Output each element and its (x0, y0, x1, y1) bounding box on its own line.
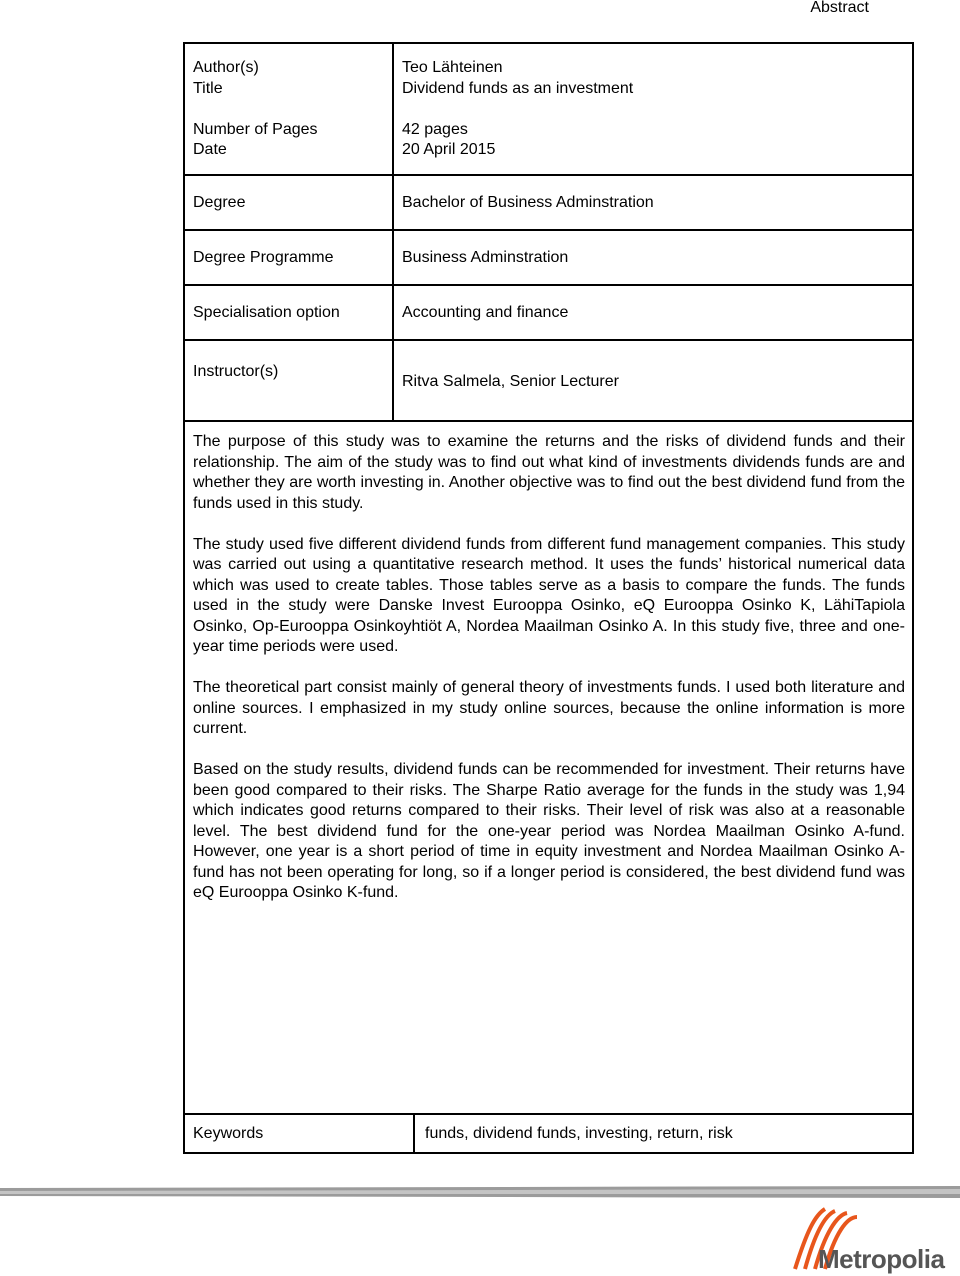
abstract-body (193, 432, 905, 904)
specialisation-label: Specialisation option (193, 304, 340, 321)
programme-value: Business Adminstration (402, 249, 569, 266)
instructor-value: Ritva Salmela, Senior Lecturer (402, 373, 619, 390)
pages-label: Number of Pages (193, 121, 318, 138)
degree-label: Degree (193, 194, 246, 211)
keywords-divider (413, 1113, 415, 1154)
footer-bar (0, 1186, 960, 1198)
author-value: Teo Lähteinen (402, 59, 503, 76)
pages-value: 42 pages (402, 121, 468, 138)
title-label: Title (193, 80, 223, 97)
keywords-label: Keywords (193, 1125, 264, 1142)
degree-value: Bachelor of Business Adminstration (402, 194, 654, 211)
metropolia-logo-text: Metropolia (818, 1244, 945, 1274)
abstract-paragraph: Based on the study results, dividend funds can be recommended for investment. Their returns have been good compared to their risks. The Sharpe Ratio average for the funds in the study was 1,94 which indicates good returns compared to their risks. Their level of risk was also at a reasonable level. The best dividend fund for the one-year period was Nordea Maailman Osinko A-fund. However, one year is a short period of time in equity investment and Nordea Maailman Osinko A-fund has not been operating for long, so if a longer period is considered, the best dividend fund was eQ Eurooppa Osinko K-fund. (193, 761, 905, 901)
title-value: Dividend funds as an investment (402, 80, 634, 97)
row-divider (183, 229, 914, 231)
abstract-paragraph: The purpose of this study was to examine the returns and the risks of dividend funds and their relationship. The aim of the study was to find out what kind of investments dividends funds are and whether they are worth investing in. Another objective was to find out the best dividend fund from the funds used in this study. (193, 433, 905, 512)
programme-label: Degree Programme (193, 249, 334, 266)
specialisation-value: Accounting and finance (402, 304, 569, 321)
instructor-label: Instructor(s) (193, 363, 279, 380)
keywords-value: funds, dividend funds, investing, return, risk (425, 1125, 733, 1142)
date-label: Date (193, 141, 227, 158)
row-divider (183, 420, 914, 422)
row-divider (183, 339, 914, 341)
author-label: Author(s) (193, 59, 259, 76)
date-value: 20 April 2015 (402, 141, 496, 158)
row-divider (183, 1113, 914, 1115)
row-divider (183, 284, 914, 286)
abstract-paragraph: The theoretical part consist mainly of general theory of investments funds. I used both literature and online sources. I emphasized in my study online sources, because the online information is more current. (193, 679, 905, 737)
header-abstract-label: Abstract (810, 0, 869, 16)
abstract-paragraph: The study used five different dividend funds from different fund management companies. This study was carried out using a quantitative research method. It uses the funds’ historical numerical data which was used to create tables. Those tables serve as a basis to compare the funds. The funds used in the study were Danske Invest Eurooppa Osinko, eQ Eurooppa Osinko K, LähiTapiola Osinko, Op-Eurooppa Osinkoyhtiöt A, Nordea Maailman Osinko A. In this study five, three and one-year time periods were used. (193, 535, 905, 655)
column-divider (392, 42, 394, 422)
row-divider (183, 174, 914, 176)
